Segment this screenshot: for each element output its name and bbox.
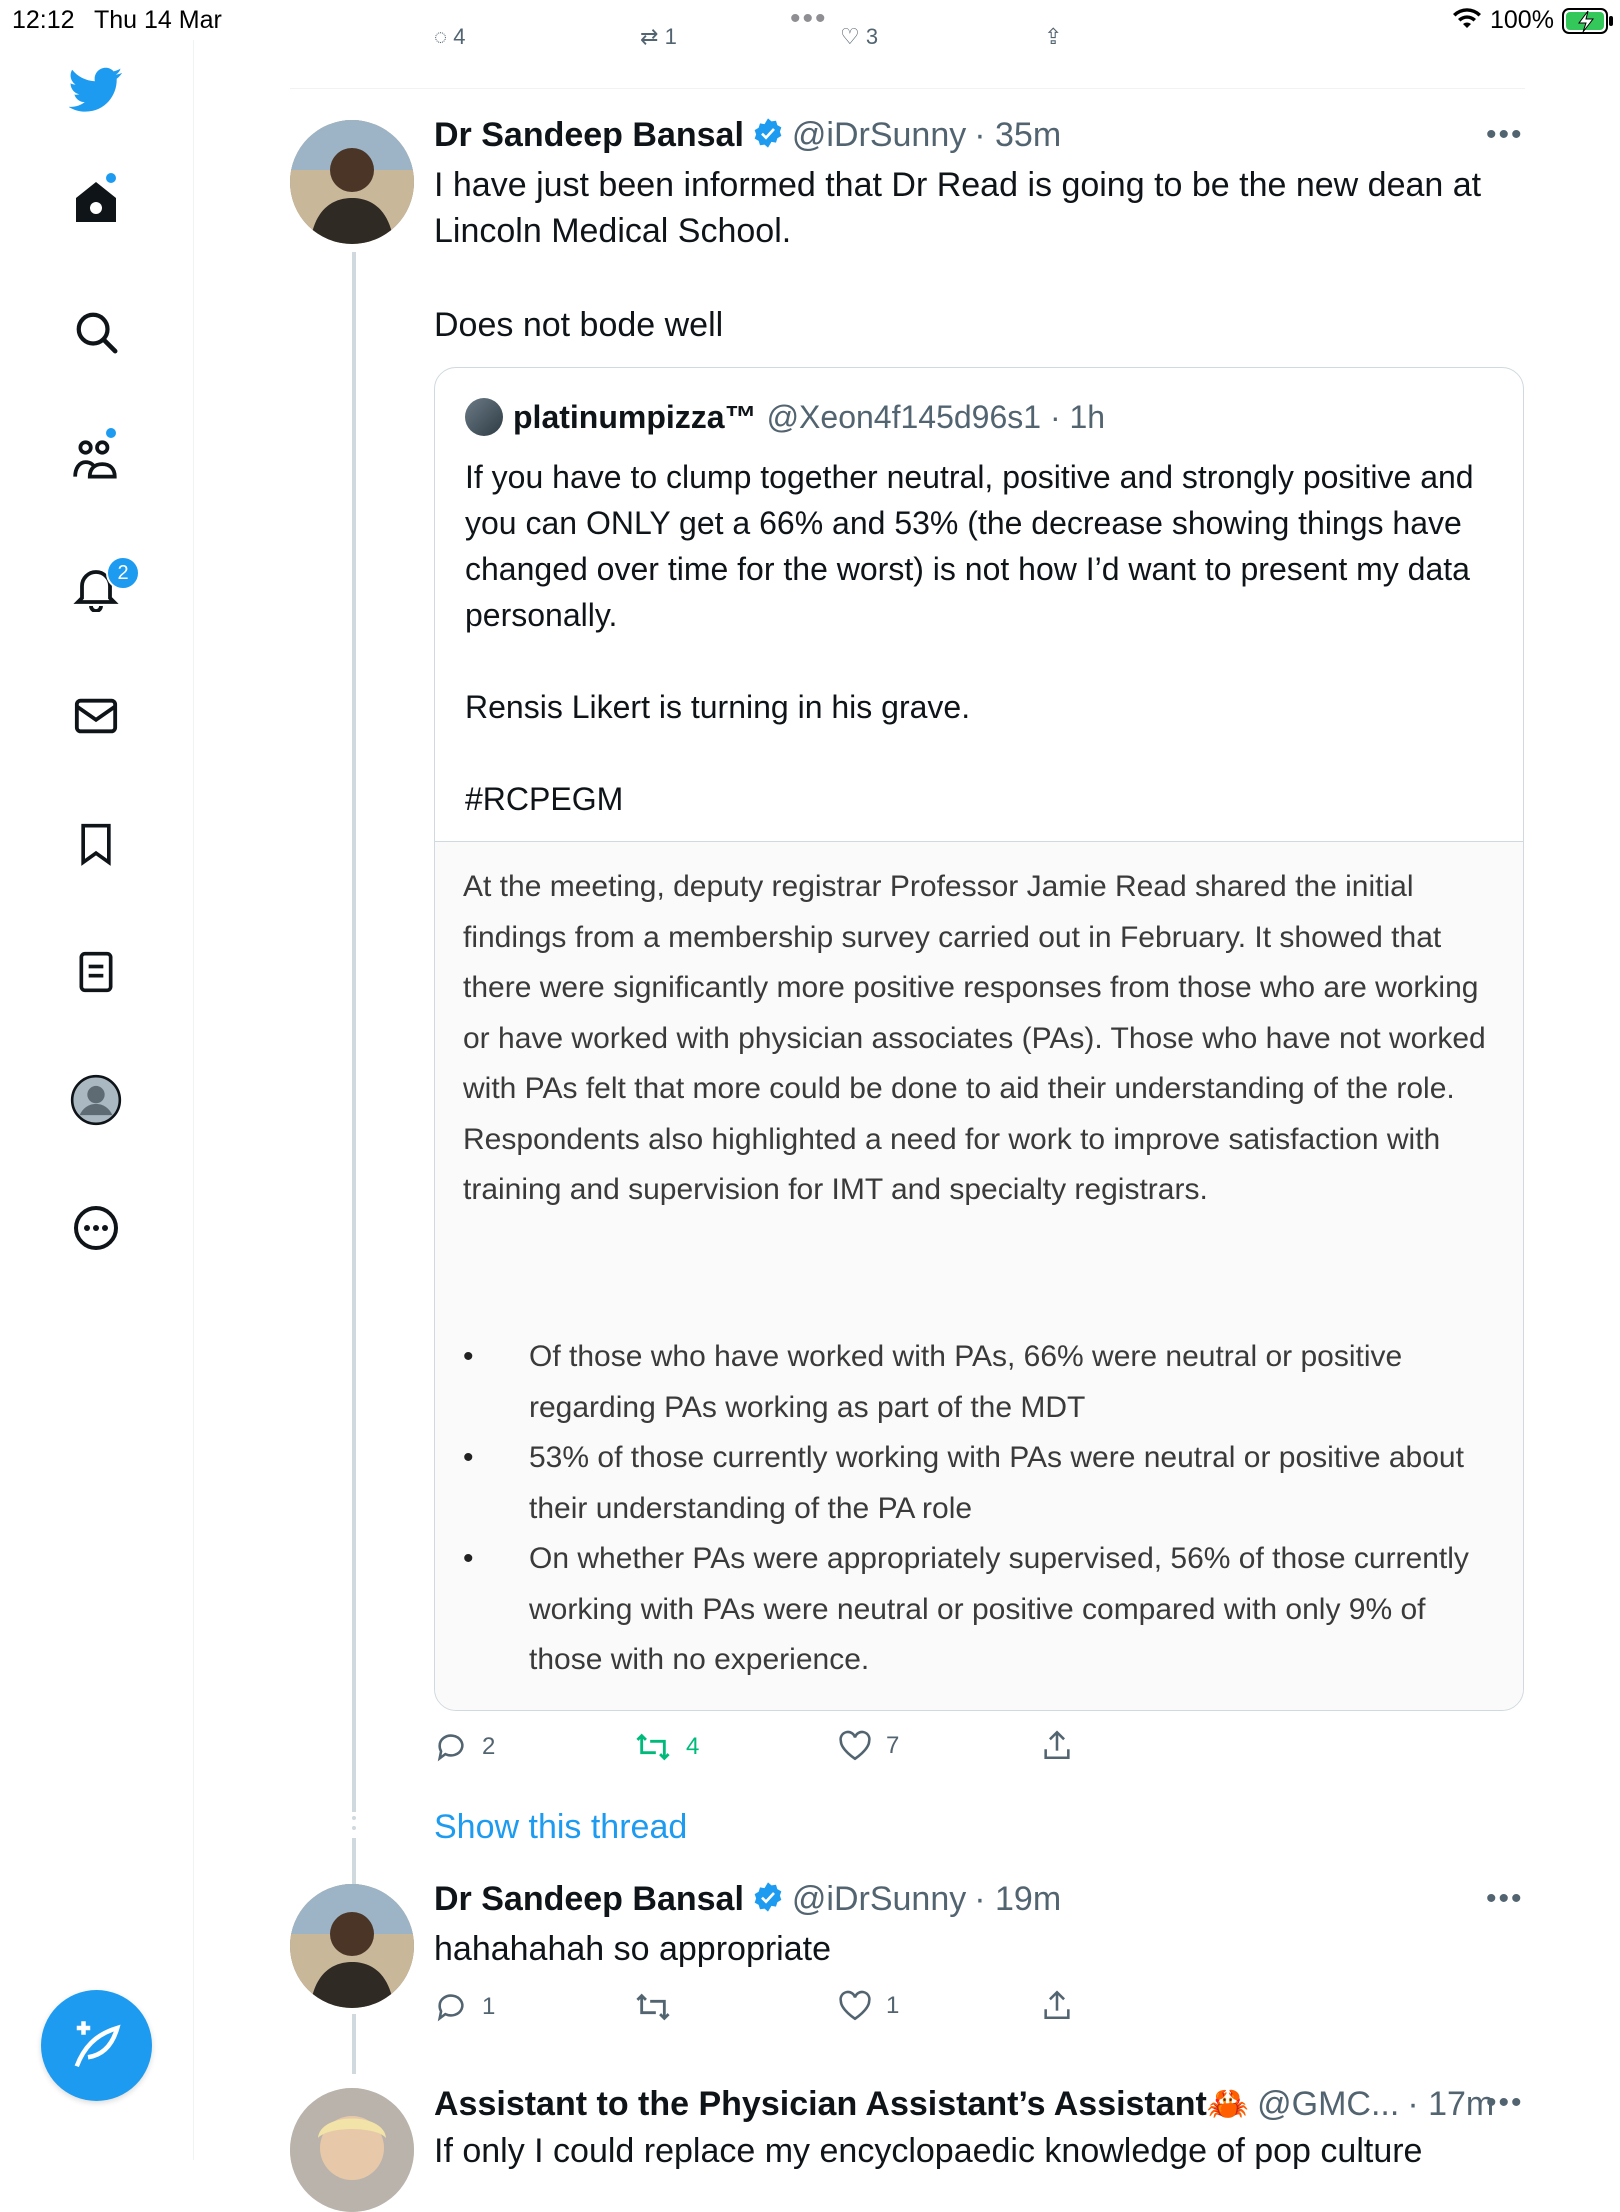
reply-icon	[434, 1730, 468, 1764]
image-bullet-list	[463, 1332, 1503, 1686]
author-handle[interactable]: @iDrSunny	[791, 116, 967, 154]
like-button[interactable]	[838, 1990, 899, 2022]
multitasking-dots-icon[interactable]: •••	[790, 2, 828, 35]
retweet-icon: ⇄	[640, 24, 659, 49]
tweet-text: I have just been informed that Dr Read is going to be the new dean at Lincoln Medical School.	[434, 166, 1482, 250]
communities-icon[interactable]	[66, 430, 126, 490]
reply-button[interactable]	[434, 1990, 495, 2024]
previous-reply-action[interactable]	[434, 24, 465, 50]
thread-connector-line	[352, 252, 356, 1812]
author-handle[interactable]: @iDrSunny	[791, 1880, 967, 1918]
previous-like-action[interactable]	[840, 24, 878, 50]
tweet-text: If only I could replace my encyclopaedic knowledge of pop culture	[434, 2132, 1423, 2170]
tweet2-header	[434, 1880, 1061, 1919]
author-name[interactable]: Dr Sandeep Bansal	[434, 1880, 744, 1918]
quoted-paragraph-1: If you have to clump together neutral, positive and strongly positive and you can ONLY get a 66% and 53% (the decrease showing things have changed over time for the worst) is not how I’d want to present my data personally.	[465, 459, 1474, 633]
like-button[interactable]	[838, 1730, 899, 1762]
reply-button[interactable]	[434, 1730, 495, 1764]
like-count: 1	[886, 1992, 900, 2019]
home-icon[interactable]	[66, 172, 126, 232]
tweet3-header	[434, 2084, 1494, 2124]
divider	[290, 88, 1525, 89]
retweet-count: 4	[686, 1733, 700, 1760]
reply-count: 2	[482, 1733, 496, 1760]
quoted-hashtag[interactable]: #RCPEGM	[465, 781, 624, 817]
battery-percent: 100%	[1490, 6, 1554, 34]
retweet-icon	[634, 1730, 672, 1764]
retweet-count: 1	[664, 24, 677, 49]
status-time: 12:12	[12, 6, 75, 34]
thread-gap-dots	[352, 1816, 356, 1830]
image-bullet: • On whether PAs were appropriately supervised, 56% of those currently working with PAs were neutral or positive compared with only 9% of those with no experience.	[463, 1534, 1503, 1686]
tweet-time[interactable]: · 19m	[974, 1880, 1062, 1918]
retweet-button[interactable]	[634, 1990, 672, 2024]
quoted-paragraph-2: Rensis Likert is turning in his grave.	[465, 689, 971, 725]
tweet1-header	[434, 116, 1061, 155]
reply-count: 1	[482, 1993, 496, 2020]
tweet-text: hahahahah so appropriate	[434, 1930, 831, 1968]
bookmark-icon[interactable]	[66, 814, 126, 874]
tweet-text-second: Does not bode well	[434, 306, 724, 344]
image-bullet: • Of those who have worked with PAs, 66% were neutral or positive regarding PAs working as part of the MDT	[463, 1332, 1503, 1433]
heart-icon	[838, 1990, 872, 2022]
tweet-more-options-icon[interactable]: •••	[1486, 2086, 1524, 2119]
quoted-tweet-header	[465, 398, 1105, 436]
tweet-time[interactable]: · 35m	[974, 116, 1062, 154]
author-avatar[interactable]	[290, 2088, 414, 2212]
communities-unread-dot	[106, 428, 116, 438]
compose-tweet-button[interactable]	[41, 1990, 152, 2101]
messages-envelope-icon[interactable]	[66, 686, 126, 746]
quoted-tweet-text	[465, 454, 1505, 822]
image-paragraph: At the meeting, deputy registrar Professor Jamie Read shared the initial findings from a membership survey carried out in February. It showed that there were significantly more positive responses from those who are working or have worked with physician associates (PAs). Those who have not worked with PAs felt that more could be done to aid their understanding of the role. Respondents also highlighted a need for work to improve satisfaction with training and supervision for IMT and specialty registrars.	[463, 870, 1486, 1206]
tweet-more-options-icon[interactable]: •••	[1486, 1882, 1524, 1915]
quoted-tweet-card[interactable]	[434, 367, 1524, 1711]
heart-icon: ♡	[840, 24, 860, 49]
retweet-button[interactable]	[634, 1730, 699, 1764]
like-count: 7	[886, 1732, 900, 1759]
thread-connector-line	[352, 2014, 356, 2074]
search-icon[interactable]	[66, 302, 126, 362]
share-icon	[1040, 1988, 1074, 2022]
quoted-author-avatar	[465, 398, 503, 436]
image-bullet: • 53% of those currently working with PAs were neutral or positive about their understanding of the PA role	[463, 1433, 1503, 1534]
author-name[interactable]: Assistant to the Physician Assistant’s Assistant🦀	[434, 2085, 1250, 2123]
thread-connector-line	[352, 1838, 356, 1884]
share-icon	[1040, 1728, 1074, 1762]
author-avatar[interactable]	[290, 1884, 414, 2008]
heart-icon	[838, 1730, 872, 1762]
profile-avatar-icon[interactable]	[66, 1070, 126, 1130]
tweet-more-options-icon[interactable]: •••	[1486, 118, 1524, 151]
reply-count: 4	[453, 24, 466, 49]
reply-icon: ◌	[434, 24, 448, 49]
verified-badge-icon	[752, 117, 784, 154]
more-options-circle-icon[interactable]	[66, 1198, 126, 1258]
twitter-logo-icon[interactable]	[66, 60, 126, 120]
reply-icon	[434, 1990, 468, 2024]
tweet-time[interactable]: · 17m	[1407, 2084, 1495, 2123]
wifi-icon	[1452, 6, 1482, 37]
retweet-icon	[634, 1990, 672, 2024]
author-avatar[interactable]	[290, 120, 414, 244]
author-name[interactable]: Dr Sandeep Bansal	[434, 116, 744, 154]
quoted-author-name: platinumpizza™	[513, 398, 757, 435]
previous-share-icon[interactable]: ⇪	[1044, 24, 1063, 49]
quoted-author-handle: @Xeon4f145d96s1 · 1h	[766, 398, 1106, 435]
verified-badge-icon	[752, 1881, 784, 1918]
status-bar	[0, 0, 1620, 40]
like-count: 3	[865, 24, 879, 49]
show-this-thread-link[interactable]: Show this thread	[434, 1808, 688, 1846]
share-button[interactable]	[1040, 1728, 1074, 1762]
share-button[interactable]	[1040, 1988, 1074, 2022]
previous-retweet-action[interactable]	[640, 24, 677, 50]
battery-charging-icon	[1562, 8, 1614, 41]
status-date: Thu 14 Mar	[94, 6, 222, 34]
quoted-screenshot-image[interactable]	[435, 842, 1523, 1710]
lists-icon[interactable]	[66, 942, 126, 1002]
home-unread-dot	[106, 173, 116, 183]
author-handle[interactable]: @GMC...	[1257, 2084, 1400, 2123]
notifications-badge: 2	[106, 556, 140, 590]
